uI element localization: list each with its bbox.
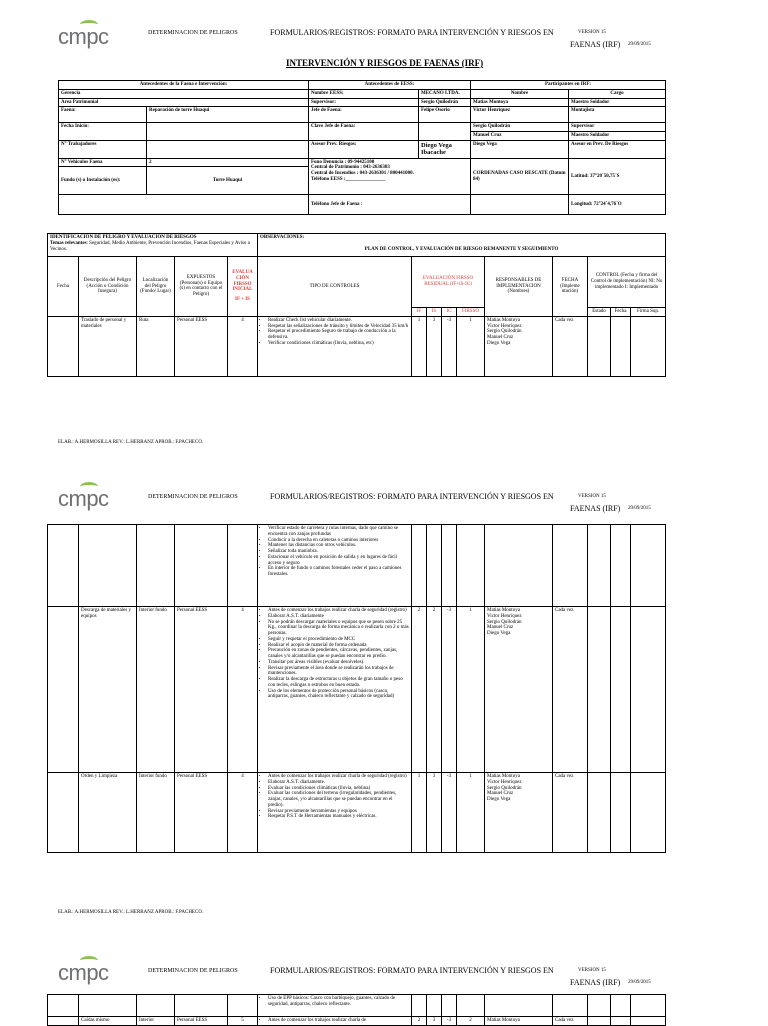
control-item: • Mantener las distancias con otros vehículos. xyxy=(268,543,409,549)
participant-name: Manuel Cruz xyxy=(471,132,569,141)
control-item: • Transitar por áreas visibles (evaluar desniveles). xyxy=(268,660,409,666)
row-inicial: 4 xyxy=(228,316,258,376)
col3-title: Participantes en IRF: xyxy=(471,81,666,90)
responsable-name: Manuel Cruz xyxy=(487,791,514,797)
fono-denuncia: Fono Denuncia : 09-94425100 xyxy=(311,159,375,165)
longitud: Longitud: 72°24´4,76¨O xyxy=(569,195,666,215)
row-fecha: Cada vez xyxy=(553,316,588,376)
faena-label: Faena: xyxy=(59,107,147,123)
fundo-label: Fundo (s) o Instalación (es): xyxy=(59,167,147,195)
header-form-title: FORMULARIOS/REGISTROS: FORMATO PARA INTERVENCIÓN Y RIESGOS EN xyxy=(270,966,554,975)
row-expuestos: Personal EESS xyxy=(175,773,228,853)
header-section: DETERMINACION DE PELIGROS xyxy=(148,494,238,500)
clave-jefe-label: Clave Jefe de Faena: xyxy=(309,123,419,141)
telefono-eess: Teléfono EESS :________________ xyxy=(311,176,386,182)
responsable-name: Victor Henriquez xyxy=(487,779,522,785)
row-controles-continued xyxy=(258,525,412,607)
row-fecha: Cada vez xyxy=(553,773,588,853)
central-incendios: Central de Incendios : 043-2636301 / 800441000. xyxy=(311,171,414,177)
elab-footer: ELAB.: A.HERMOSILLA REV.: L.HERRANZ APROB.: F.PACHECO. xyxy=(58,440,204,445)
responsable-name: Matias Montoya xyxy=(487,317,520,323)
participant-cargo: Maestro Soldador xyxy=(569,132,666,141)
fundo-value: Torre Huaqui xyxy=(147,167,309,195)
responsable-name: Sergio Quilodrán xyxy=(487,329,522,335)
coordenadas-label: CORDENADAS CASO RESCATE (Datum 84) xyxy=(471,158,569,195)
latitud: Latitud: 37°20´50,75¨S xyxy=(569,158,666,195)
header-version: VERSION 15 xyxy=(578,968,606,973)
responsable-name: Manuel Cruz xyxy=(487,335,514,340)
control-item: • Realizar el acopio de material de forma ordenada xyxy=(268,643,409,649)
participant-cargo: Montajista xyxy=(569,107,666,123)
col-is: IS xyxy=(427,308,442,317)
row-localizacion: Ruta xyxy=(137,316,175,376)
row-ic: -3 xyxy=(442,773,457,853)
participant-name: Sergio Quilodrán xyxy=(471,123,569,132)
header-date: 29/09/2015 xyxy=(628,506,651,511)
row-ic: -3 xyxy=(442,316,457,376)
header-version: VERSION 15 xyxy=(578,494,606,499)
participant-cargo: Asesor en Prev. De Riesgos xyxy=(569,140,666,158)
participant-name: Matias Montoya xyxy=(471,98,569,107)
responsable-name: Diego Vega xyxy=(487,631,511,636)
col-estado: Estado xyxy=(588,308,611,317)
col-control: CONTROL (Fecha y firma del Control de implementación) NI: No implementado I: Implementado xyxy=(588,257,666,308)
row-fecha: Cada vez xyxy=(553,1017,588,1026)
control-item: • Antes de comenzar los trabajos realizar charla de seguridad (registro) xyxy=(268,608,409,614)
row-inicial: 5 xyxy=(228,1017,258,1026)
nombre-eess-value: MECANO LTDA. xyxy=(419,89,471,98)
elab-footer: ELAB.: A.HERMOSILLA REV.: L.HERRANZ APROB.: F.PACHECO. xyxy=(58,910,204,915)
header-date: 29/09/2015 xyxy=(628,42,651,47)
col-fecha-control: Fecha xyxy=(611,308,631,317)
col-eval-residual: EVALUACIÓN FIRSSO RESIDUAL (IF+IS-IC) xyxy=(412,257,485,308)
control-item: • Realizar la descarga de estructuras u objetos de gran tamaño o peso con tecles, eslingas o estrobos en buen estado. xyxy=(268,677,409,689)
header-form-title: FORMULARIOS/REGISTROS: FORMATO PARA INTERVENCIÓN Y RIESGOS EN xyxy=(270,492,554,501)
participant-name: Diego Vega xyxy=(471,140,569,158)
control-item: • Uso de los elementos de protección personal básicos (casco, antiparras, guantes, chaleco reflectante y calzado de seguridad) xyxy=(268,689,409,701)
control-item: • En interior de fundo o caminos forestales ceder el paso a camiones forestales. xyxy=(268,566,409,578)
control-item: • Uso de EPP básicos: Casco con barbiquejo, guantes, calzado de seguridad, antiparras, chaleco reflectante. xyxy=(268,996,409,1008)
col-if: IF xyxy=(412,308,427,317)
responsable-name: Victor Henriquez xyxy=(487,613,522,619)
control-item: • Antes de comenzar los trabajos realizar charla de xyxy=(268,1018,409,1024)
observaciones-label: OBSERVACIONES: xyxy=(260,235,305,240)
control-item: • Precaución en zonas de pendientes, cárcavas, pendientes, zanjas, canales y/o alcantarillas que se puedan encontrar en predio. xyxy=(268,648,409,660)
temas-text: : Seguridad, Medio Ambiente, Prevención Incendios, Faenas Especiales y Aviso a Vecinos. xyxy=(50,240,250,252)
control-item: • No se podrán descargar materiales o equipos que se pesen sobre 25 Kg., coordinar la descarga de forma mecánica o realizarla con 2 o más personas. xyxy=(268,620,409,637)
row-expuestos: Personal EESS xyxy=(175,316,228,376)
ident-title: IDENTIFICACIÓN DE PELIGRO Y EVALUACION DE RIESGOS xyxy=(50,235,197,240)
responsable-name: Manuel Cruz xyxy=(487,625,514,631)
control-item: • Seguir y respetar el procedimiento de MCC xyxy=(268,637,409,643)
row-inicial: 4 xyxy=(228,607,258,773)
cmpc-logo: cmpc xyxy=(58,486,109,512)
col-expuestos: EXPUESTOS (Persona(s) o Equipo (s) en contacto con el Peligro) xyxy=(175,257,228,317)
ident-cell xyxy=(48,234,258,257)
header-faenas: FAENAS (IRF) xyxy=(570,40,621,49)
page-3 xyxy=(0,954,768,1024)
row-localizacion: Interior fundo xyxy=(137,773,175,853)
col-evaluacion-inicial: EVALUA CIÓN FIRSSO INICIAL IF + IS xyxy=(228,257,258,317)
row-ic: -3 xyxy=(442,1017,457,1026)
supervisor-label: Supervisor: xyxy=(309,98,419,107)
antecedentes-table xyxy=(58,80,666,215)
row-localizacion: Interior xyxy=(137,1017,175,1026)
row-fecha: Cada vez xyxy=(553,607,588,773)
row-responsables xyxy=(485,316,553,376)
row-controles xyxy=(258,773,412,853)
row-expuestos: Personal EESS xyxy=(175,607,228,773)
row-responsables xyxy=(485,773,553,853)
col2-title: Antecedentes de EESS: xyxy=(309,81,471,90)
nombre-header: Nombre xyxy=(471,89,569,98)
row-responsables xyxy=(485,607,553,773)
col-firma: Firma Sup. xyxy=(631,308,666,317)
control-item: • Verificar estado de carretera y rutas internas, dado que camino se encuentra con zanjas profundas xyxy=(268,526,409,538)
header-faenas: FAENAS (IRF) xyxy=(570,978,621,987)
evaluation-table xyxy=(47,233,666,377)
jefe-faena-label: Jefe de Faena: xyxy=(309,107,419,123)
control-item: • Revisar previamente herramientas y equipos xyxy=(268,809,409,815)
header-date: 29/09/2015 xyxy=(628,980,651,985)
header-section: DETERMINACION DE PELIGROS xyxy=(148,30,238,36)
control-item: • Verificar condiciones climáticas (lluvia, neblina, etc) xyxy=(268,341,409,347)
control-item: • Elaborar A.S.T. diariamente. xyxy=(268,780,409,786)
cmpc-logo: cmpc xyxy=(58,24,109,50)
col1-title: Antecedentes de la Faena e Intervención: xyxy=(59,81,309,90)
row-descripcion: Orden y Limpieza xyxy=(79,773,137,853)
col-fecha-impl: FECHA (Impleme ntación) xyxy=(553,257,588,317)
evaluation-table-page3 xyxy=(47,994,666,1026)
responsable-name: Matias Montoya xyxy=(487,608,520,613)
plan-title: PLAN DE CONTROL, Y EVALUACIÓN DE RIESGO REMANENTE Y SEGUIMIENTO xyxy=(364,246,559,252)
fecha-inicio-label: Fecha Inicio: xyxy=(59,123,147,141)
row-descripcion: Traslado de personal y materiales xyxy=(79,316,137,376)
n-trabajadores-label: N° Trabajadores xyxy=(59,140,147,158)
col-tipo-controles: TIPO DE CONTROLES xyxy=(258,257,412,317)
control-item: • Conducir a la derecha en caleteras o caminos interiores xyxy=(268,538,409,544)
row-is: 2 xyxy=(427,607,442,773)
asesor-value: Diego Vega Ibacache xyxy=(419,140,471,158)
row-if: 1 xyxy=(412,316,427,376)
control-item: • Evaluar las condiciones climáticas (lluvia, neblina) xyxy=(268,786,409,792)
responsable-name: Diego Vega xyxy=(487,340,511,346)
header-version: VERSION 15 xyxy=(578,30,606,35)
responsable-name: Sergio Quilodrán xyxy=(487,619,522,625)
participant-cargo: Supervisor xyxy=(569,123,666,132)
row-expuestos: Personal EESS xyxy=(175,1017,228,1026)
telefono-jefe: Teléfono Jefe de Faena : xyxy=(309,195,471,215)
row-is: 3 xyxy=(427,1017,442,1026)
row-localizacion: Interior fundo xyxy=(137,607,175,773)
row-descripcion: Caídas mismo xyxy=(79,1017,137,1026)
row-firsso: 2 xyxy=(457,1017,485,1026)
evaluation-table-continued xyxy=(47,524,666,853)
asesor-label: Asesor Prev. Riesgos: xyxy=(309,140,419,158)
row-descripcion: Descarga de materiales y equipos xyxy=(79,607,137,773)
control-item: • Respetar P.S.T de Herramientas manuales y eléctricas. xyxy=(268,814,409,820)
control-item: • Elaborar A.S.T. diariamente xyxy=(268,614,409,620)
col-firsso: FIRSSO xyxy=(457,308,485,317)
control-item: • Revisar previamente el área donde se realizarán los trabajos de mantenciones. xyxy=(268,666,409,678)
row-responsables: Matias Montoya xyxy=(485,1017,553,1026)
row-firsso: 1 xyxy=(457,773,485,853)
page-1 xyxy=(0,0,768,445)
col-fecha: Fecha xyxy=(48,257,79,317)
row-controles-continued xyxy=(258,995,412,1017)
temas-label: Temas relevantes xyxy=(50,240,87,246)
control-item: • Evaluar las condiciones del terreno (irregularidades, pendientes, zanjas, canales, y/o alcantarillas que se puedan encontrar en el predio). xyxy=(268,791,409,808)
control-item: • Respetar el procedimiento Seguro de trabajo de conducción a la defensiva. xyxy=(268,329,409,341)
row-firsso: 1 xyxy=(457,607,485,773)
row-controles xyxy=(258,607,412,773)
cmpc-logo: cmpc xyxy=(58,960,109,986)
gerencia-label: Gerencia xyxy=(59,89,309,98)
n-vehiculos-label: N° Vehiculos Faena xyxy=(59,158,147,167)
n-vehiculos-value: 2 xyxy=(147,158,309,167)
cargo-header: Cargo xyxy=(569,89,666,98)
participant-name: Victor Henriquez xyxy=(471,107,569,123)
header-faenas: FAENAS (IRF) xyxy=(570,504,621,513)
contact-numbers xyxy=(309,158,471,195)
row-if: 1 xyxy=(412,773,427,853)
row-controles xyxy=(258,316,412,376)
row-inicial: 4 xyxy=(228,773,258,853)
control-item: • Antes de comenzar los trabajos realizar charla de seguridad (registro) xyxy=(268,774,409,780)
responsable-name: Matias Montoya xyxy=(487,774,520,779)
header-form-title: FORMULARIOS/REGISTROS: FORMATO PARA INTERVENCIÓN Y RIESGOS EN xyxy=(270,28,554,37)
control-item: • Estacionar el vehículo en posición de salida y en lugares de fácil acceso y seguro xyxy=(268,555,409,567)
supervisor-value: Sergio Quilodrán xyxy=(419,98,471,107)
control-item: • Realizar Check list vehicular diariamente. xyxy=(268,318,409,324)
page-2 xyxy=(0,480,768,920)
central-patrimonio: Central de Patrimonio : 043-2636303 xyxy=(311,165,390,171)
responsable-name: Diego Vega xyxy=(487,797,511,802)
responsable-name: Sergio Quilodrán xyxy=(487,785,522,791)
document-title: INTERVENCIÓN Y RIESGOS DE FAENAS (IRF) xyxy=(286,58,484,68)
faena-value: Reparación de torre Huaqui xyxy=(147,107,309,123)
control-item: • Respetar las señalizaciones de tránsito y límites de Velocidad 35 km/h xyxy=(268,324,409,330)
participant-cargo: Maestro Soldador xyxy=(569,98,666,107)
row-ic: -3 xyxy=(442,607,457,773)
row-if: 2 xyxy=(412,1017,427,1026)
responsable-name: Victor Henriquez xyxy=(487,323,522,329)
row-is: 3 xyxy=(427,773,442,853)
nombre-eess-label: Nombre EESS: xyxy=(309,89,419,98)
row-if: 2 xyxy=(412,607,427,773)
col-localizacion: Localización del Peligro (Fundo/ Lugar) xyxy=(137,257,175,317)
observaciones-cell xyxy=(258,234,666,257)
col-descripcion: Descripción del Peligro (Acción o Condición Insegura) xyxy=(79,257,137,317)
header-section: DETERMINACION DE PELIGROS xyxy=(148,968,238,974)
jefe-faena-value: Felipe Osorio xyxy=(419,107,471,123)
control-item: • Señalizar toda maniobra. xyxy=(268,549,409,555)
col-responsables: RESPONSABLES DE IMPLEMENTACION (Nombres) xyxy=(485,257,553,317)
col-ic: IC xyxy=(442,308,457,317)
row-firsso: 1 xyxy=(457,316,485,376)
area-label: Area Patrimonial xyxy=(59,98,309,107)
row-is: 3 xyxy=(427,316,442,376)
